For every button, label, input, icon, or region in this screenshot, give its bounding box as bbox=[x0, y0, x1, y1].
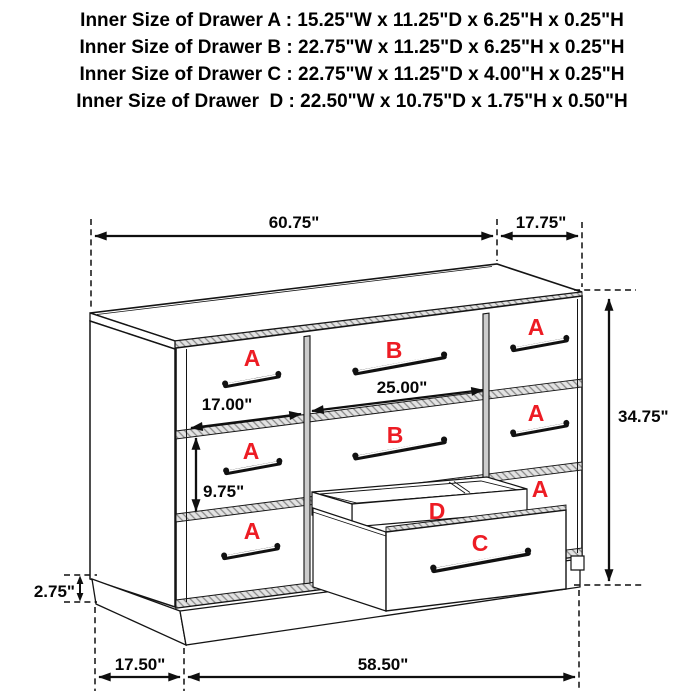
drawer-letter-pulled: C bbox=[471, 530, 489, 556]
dim-base-width-label: 58.50" bbox=[357, 655, 409, 674]
drawer-letter-left-top: A bbox=[243, 345, 261, 371]
front-right-foot bbox=[571, 556, 584, 570]
drawer-letter-tray: D bbox=[428, 498, 446, 524]
spec-line-drawer-c: Inner Size of Drawer C : 22.75"W x 11.25"D x 4.00"H x 0.25"H bbox=[79, 64, 625, 85]
drawer-letter-right-bottom: A bbox=[531, 476, 549, 502]
drawer-letter-middle-top: B bbox=[385, 337, 403, 363]
dim-drawer-a-width-label: 17.00" bbox=[201, 395, 253, 414]
dim-top-width-label: 60.75" bbox=[268, 213, 320, 232]
drawer-letter-middle-second: B bbox=[386, 422, 404, 448]
drawer-letter-left-middle: A bbox=[242, 438, 260, 464]
dim-drawer-b-width-label: 25.00" bbox=[376, 378, 428, 397]
spec-line-drawer-a: Inner Size of Drawer A : 15.25"W x 11.25"D x 6.25"H x 0.25"H bbox=[80, 10, 624, 31]
dim-top-depth-label: 17.75" bbox=[515, 213, 567, 232]
drawer-letter-right-middle: A bbox=[527, 400, 545, 426]
dim-drawer-a-height-label: 9.75" bbox=[203, 482, 245, 501]
left-side-panel bbox=[90, 321, 175, 607]
dim-base-height-label: 2.75" bbox=[33, 582, 75, 601]
spec-line-drawer-d: Inner Size of Drawer D : 22.50"W x 10.75"D x 1.75"H x 0.50"H bbox=[76, 91, 628, 112]
dim-base-depth-label: 17.50" bbox=[114, 655, 166, 674]
spec-line-drawer-b: Inner Size of Drawer B : 22.75"W x 11.25"D x 6.25"H x 0.25"H bbox=[79, 37, 625, 58]
divider-left bbox=[304, 336, 310, 584]
drawer-letter-left-bottom: A bbox=[243, 518, 261, 544]
dim-overall-height-label: 34.75" bbox=[618, 407, 669, 426]
drawer-letter-right-top: A bbox=[527, 314, 545, 340]
